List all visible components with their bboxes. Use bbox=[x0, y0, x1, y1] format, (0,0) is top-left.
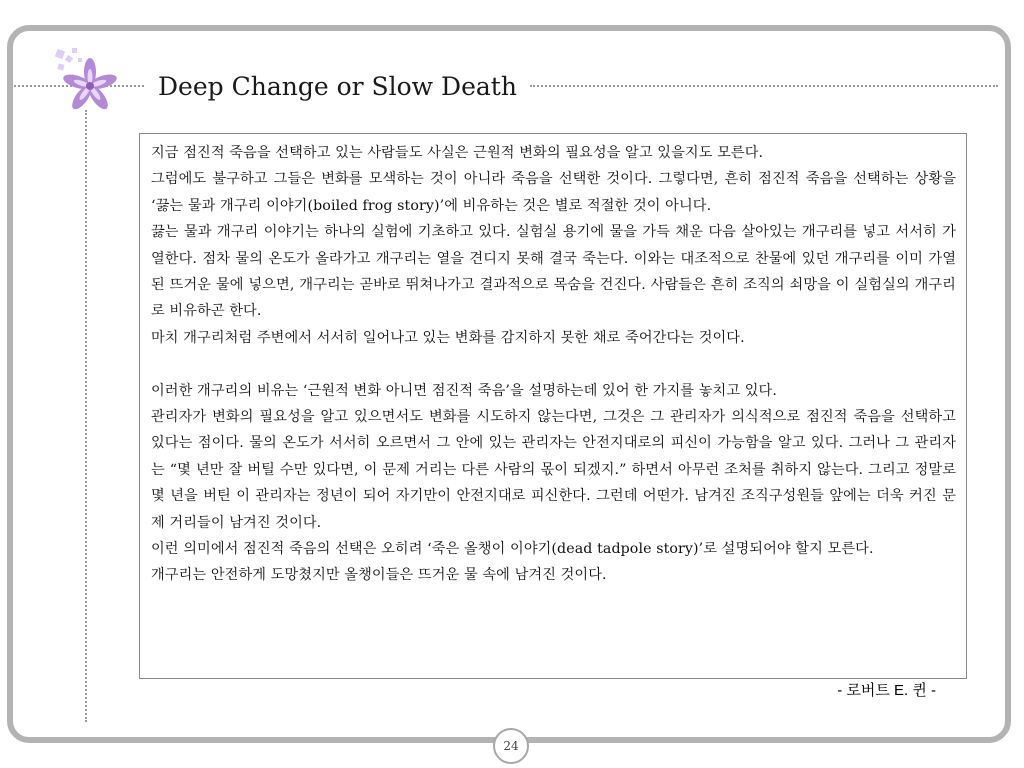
flower-icon bbox=[52, 46, 122, 116]
quote-text-box bbox=[139, 133, 967, 679]
paragraph: 그럼에도 불구하고 그들은 변화를 모색하는 것이 아니라 죽음을 선택한 것이다. 그렇다면, 흔히 점진적 죽음을 선택하는 상황을 ‘끓는 물과 개구리 이야기(boiled frog story)’에 비유하는 것은 별로 적절한 것이 아니다. bbox=[151, 171, 956, 214]
paragraph: 마치 개구리처럼 주변에서 서서히 일어나고 있는 변화를 감지하지 못한 채로 죽어간다는 것이다. bbox=[151, 329, 745, 346]
paragraph: 개구리는 안전하게 도망쳤지만 올챙이들은 뜨거운 물 속에 남겨진 것이다. bbox=[151, 567, 607, 584]
page-number: 24 bbox=[493, 728, 529, 764]
paragraph: 지금 점진적 죽음을 선택하고 있는 사람들도 사실은 근원적 변화의 필요성을 알고 있을지도 모른다. bbox=[151, 145, 764, 161]
margin-rule bbox=[85, 110, 87, 722]
paragraph: 끓는 물과 개구리 이야기는 하나의 실험에 기초하고 있다. 실험실 용기에 물을 가득 채운 다음 살아있는 개구리를 넣고 서서히 가열한다. 점차 물의 온도가 올라가고 개구리는 열을 견디지 못해 결국 죽는다. 이와는 대조적으로 찬물에 있던 개구리를 이미 가열된 뜨거운 물에 넣으면, 개구리는 곧바로 뛰쳐나가고 결과적으로 목숨을 건진다. 사람들은 흔히 조직의 쇠망을 이 실험실의 개구리로 비유하곤 한다. bbox=[151, 224, 956, 320]
paragraph: 이런 의미에서 점진적 죽음의 선택은 오히려 ‘죽은 올챙이 이야기(dead tadpole story)’로 설명되어야 할지 모른다. bbox=[151, 541, 874, 558]
quote-author: - 로버트 E. 퀸 - bbox=[837, 682, 936, 699]
slide-title: Deep Change or Slow Death bbox=[158, 72, 517, 101]
paragraph: 관리자가 변화의 필요성을 알고 있으면서도 변화를 시도하지 않는다면, 그것은 그 관리자가 의식적으로 점진적 죽음을 선택하고 있다는 점이다. 물의 온도가 서서히 오르면서 그 안에 있는 관리자는 안전지대로의 피신이 가능함을 알고 있다. 그러나 그 관리자는 “몇 년만 잘 버틸 수만 있다면, 이 문제 거리는 다른 사람의 몫이 되겠지.” 하면서 아무런 조처를 취하지 않는다. 그리고 정말로 몇 년을 버틴 이 관리자는 정년이 되어 자기만이 안전지대로 피신한다. 그런데 어떤가. 남겨진 조직구성원들 앞에는 더욱 커진 문제 거리들이 남겨진 것이다. bbox=[151, 409, 956, 531]
paragraph: 이러한 개구리의 비유는 ‘근원적 변화 아니면 점진적 죽음’을 설명하는데 있어 한 가지를 놓치고 있다. bbox=[151, 382, 777, 399]
paragraph-spacer bbox=[151, 351, 956, 377]
title-rule-right bbox=[530, 85, 998, 87]
